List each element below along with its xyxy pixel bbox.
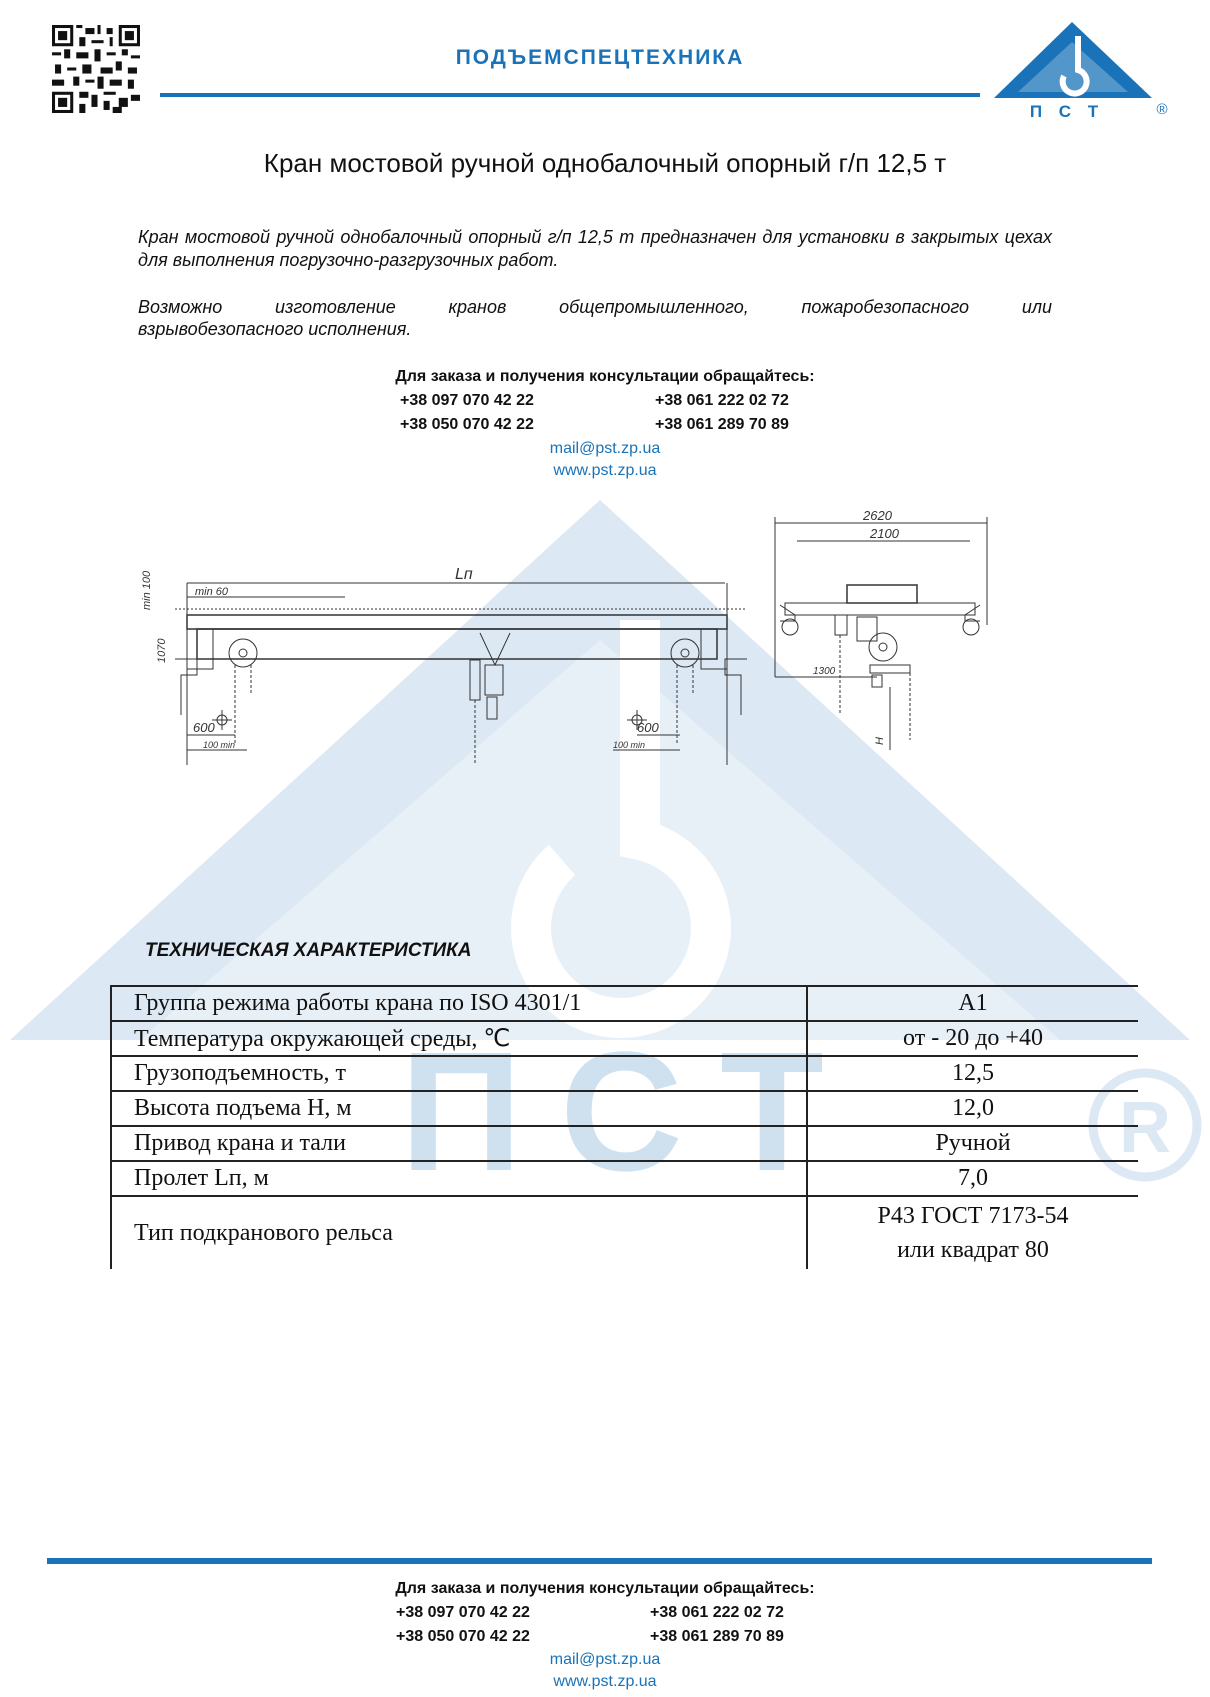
brand-name: ПОДЪЕМСПЕЦТЕХНИКА <box>455 46 745 69</box>
table-row <box>111 1126 1138 1161</box>
website-link[interactable]: www.pst.zp.ua <box>553 462 657 479</box>
footer-contacts-heading: Для заказа и получения консультации обращайтесь: <box>395 1580 815 1597</box>
spec-value: 7,0 <box>807 1161 1138 1196</box>
footer-email-link[interactable]: mail@pst.zp.ua <box>549 1651 661 1668</box>
table-row <box>111 1161 1138 1196</box>
watermark-letter-p: П <box>400 1017 523 1207</box>
registered-mark: ® <box>1156 101 1168 118</box>
spec-name: Привод крана и тали <box>111 1126 807 1161</box>
footer-phone-1[interactable]: +38 097 070 42 22 <box>396 1604 530 1621</box>
table-row <box>111 1056 1138 1091</box>
spec-name: Тип подкранового рельса <box>111 1196 807 1269</box>
spec-value-line-1: Р43 ГОСТ 7173-54 <box>877 1203 1069 1229</box>
table-row <box>111 1021 1138 1056</box>
watermark-letter-s: С <box>560 1017 683 1207</box>
spec-name: Грузоподъемность, т <box>111 1056 807 1091</box>
spec-heading: ТЕХНИЧЕСКАЯ ХАРАКТЕРИСТИКА <box>145 940 472 961</box>
min100-left: 100 min <box>203 740 236 750</box>
min100-label: min 100 <box>141 570 153 610</box>
description-paragraph-2-line-1: Возможно изготовление кранов общепромышленного, пожаробезопасного или <box>138 297 1052 317</box>
table-row <box>111 986 1138 1021</box>
svg-text:R: R <box>1119 1088 1171 1168</box>
footer-phone-4[interactable]: +38 061 289 70 89 <box>650 1628 784 1645</box>
dim1070-label: 1070 <box>156 638 168 663</box>
spec-value: 12,5 <box>807 1056 1138 1091</box>
footer-divider <box>47 1558 1152 1564</box>
contacts-heading: Для заказа и получения консультации обращайтесь: <box>395 368 815 385</box>
email-link[interactable]: mail@pst.zp.ua <box>549 440 661 457</box>
phone-2[interactable]: +38 061 222 02 72 <box>655 392 789 409</box>
footer-phone-3[interactable]: +38 050 070 42 22 <box>396 1628 530 1645</box>
watermark-letter-t: Т <box>720 1017 824 1207</box>
dim2620-label: 2620 <box>863 508 892 523</box>
spec-name: Температура окружающей среды, ℃ <box>111 1021 807 1056</box>
header-divider <box>160 93 980 97</box>
spec-value: от - 20 до +40 <box>807 1021 1138 1056</box>
table-row <box>111 1091 1138 1126</box>
spec-value: А1 <box>807 986 1138 1021</box>
dim2100-label: 2100 <box>870 526 899 541</box>
page-title: Кран мостовой ручной однобалочный опорный г/п 12,5 т <box>263 148 947 178</box>
spec-value: Ручной <box>807 1126 1138 1161</box>
footer-website-link[interactable]: www.pst.zp.ua <box>553 1673 657 1690</box>
description-paragraph-1: Кран мостовой ручной однобалочный опорный г/п 12,5 т предназначен для установки в закрытых цехах для выполнения погрузочно-разгрузочных работ. <box>138 227 1052 270</box>
spec-name: Высота подъема Н, м <box>111 1091 807 1126</box>
phone-1[interactable]: +38 097 070 42 22 <box>400 392 534 409</box>
pst-logo <box>992 20 1172 120</box>
min100-right: 100 min <box>613 740 646 750</box>
table-row <box>111 1196 1138 1269</box>
spec-name: Пролет Lп, м <box>111 1161 807 1196</box>
spec-name: Группа режима работы крана по ISO 4301/1 <box>111 986 807 1021</box>
height-label: H <box>874 737 886 745</box>
logo-text: П С Т <box>1029 102 1105 121</box>
spec-table <box>110 985 1138 1269</box>
spec-value: 12,0 <box>807 1091 1138 1126</box>
phone-4[interactable]: +38 061 289 70 89 <box>655 416 789 433</box>
dim1300-label: 1300 <box>813 666 836 677</box>
dim600-left: 600 <box>193 720 215 735</box>
spec-value-line-2: или квадрат 80 <box>897 1237 1049 1263</box>
min60-label: min 60 <box>195 586 229 598</box>
dim600-right: 600 <box>637 720 659 735</box>
qr-code[interactable] <box>52 25 140 113</box>
span-label: Lп <box>455 566 473 583</box>
phone-3[interactable]: +38 050 070 42 22 <box>400 416 534 433</box>
description-paragraph-2-line-2: взрывобезопасного исполнения. <box>138 319 412 339</box>
spec-value <box>807 1196 1138 1269</box>
crane-drawing <box>135 508 1015 825</box>
footer-phone-2[interactable]: +38 061 222 02 72 <box>650 1604 784 1621</box>
